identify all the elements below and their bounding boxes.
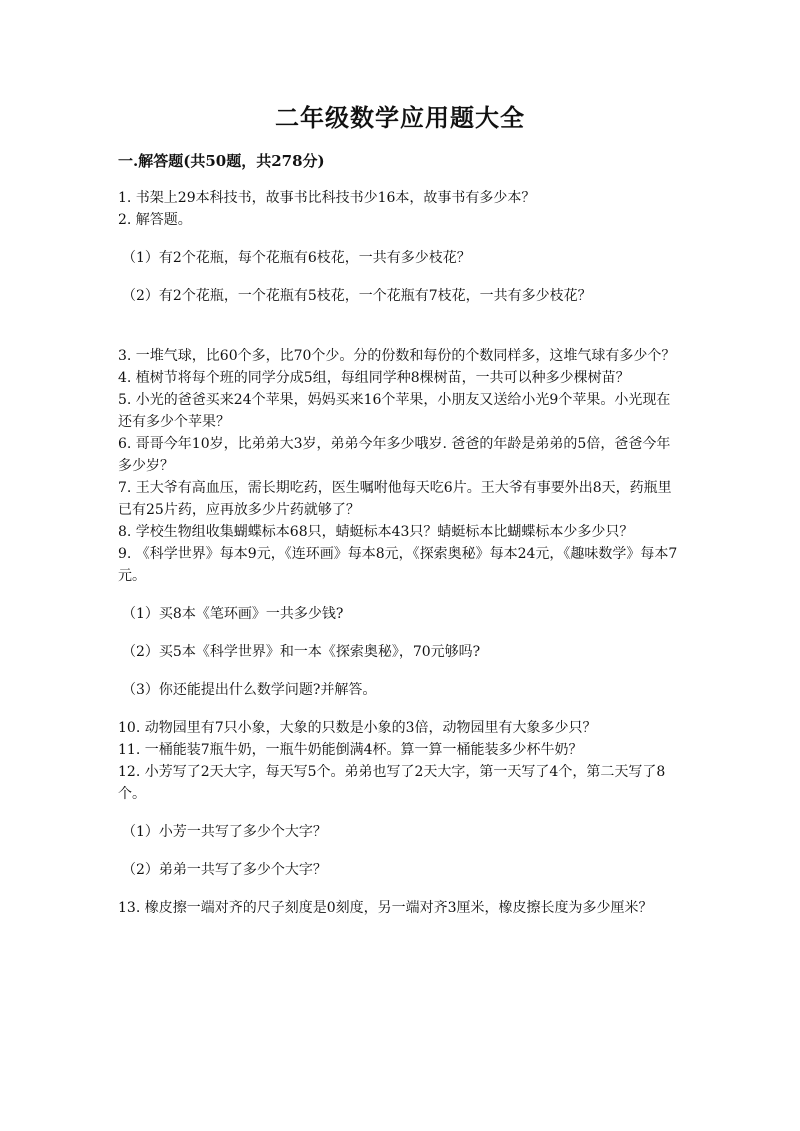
section-heading: 一.解答题(共50题，共278分) [118,152,325,170]
question-12: 12. 小芳写了2天大字，每天写5个。弟弟也写了2天大字，第一天写了4个，第二天写了8个。 [118,764,666,802]
question-13: 13. 橡皮擦一端对齐的尺子刻度是0刻度，另一端对齐3厘米，橡皮擦长度为多少厘米？ [118,900,653,916]
question-2-part-2: （2）有2个花瓶，一个花瓶有5枝花，一个花瓶有7枝花，一共有多少枝花？ [122,288,592,304]
question-9-part-1: （1）买8本《笔环画》一共多少钱? [122,606,344,622]
question-8: 8. 学校生物组收集蝴蝶标本68只，蜻蜓标本43只？蜻蜓标本比蝴蝶标本少多少只？ [118,524,634,540]
question-2-part-1: （1）有2个花瓶，每个花瓶有6枝花，一共有多少枝花？ [122,250,471,266]
questions-body [118,187,678,919]
question-11: 11. 一桶能装7瓶牛奶，一瓶牛奶能倒满4杯。算一算一桶能装多少杯牛奶？ [118,742,583,758]
question-5: 5. 小光的爸爸买来24个苹果，妈妈买来16个苹果，小朋友又送给小光9个苹果。小光现在还有多少个苹果？ [118,392,671,430]
question-9: 9. 《科学世界》每本9元，《连环画》每本8元，《探索奥秘》每本24元，《趣味数学》每本7元。 [118,546,678,584]
document-title: 二年级数学应用题大全 [275,103,525,132]
question-12-part-1: （1）小芳一共写了多少个大字？ [122,824,327,840]
question-2: 2. 解答题。 [118,212,192,228]
question-9-part-3: （3）你还能提出什么数学问题?并解答。 [122,682,377,698]
question-12-part-2: （2）弟弟一共写了多少个大字？ [122,862,327,878]
question-10: 10. 动物园里有7只小象，大象的只数是小象的3倍，动物园里有大象多少只？ [118,720,597,736]
question-7: 7. 王大爷有高血压，需长期吃药，医生嘱咐他每天吃6片。王大爷有事要外出8天，药瓶里已有25片药，应再放多少片药就够了？ [118,480,672,518]
question-1: 1. 书架上29本科技书，故事书比科技书少16本，故事书有多少本？ [118,190,536,206]
question-4: 4. 植树节将每个班的同学分成5组，每组同学种8棵树苗，一共可以种多少棵树苗？ [118,370,630,386]
question-9-part-2: （2）买5本《科学世界》和一本《探索奥秘》，70元够吗? [122,644,481,660]
question-3: 3. 一堆气球，比60个多，比70个少。分的份数和每份的个数同样多，这堆气球有多少个？ [118,348,676,364]
question-6: 6. 哥哥今年10岁，比弟弟大3岁，弟弟今年多少哦岁. 爸爸的年龄是弟弟的5倍，爸爸今年多少岁？ [118,436,671,474]
